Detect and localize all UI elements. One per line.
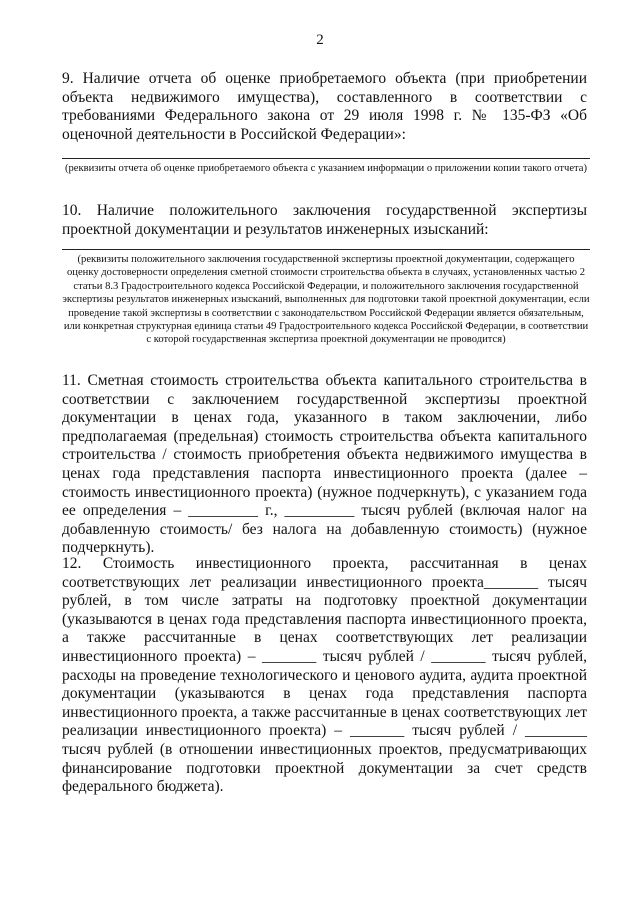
item-12 [62,555,587,797]
item-9-text: 9. Наличие отчета об оценке приобретаемого объекта (при приобретении объекта недвижимого имущества), составленного в соответствии с требованиями Федерального закона от 29 июля 1998 г. № 135-ФЗ «Об оценочной деятельности в Российской Федерации»: [62,70,587,143]
page-number: 2 [316,32,324,48]
item-9-fill-line [62,158,590,159]
item-12-text: 12. Стоимость инвестиционного проекта, рассчитанная в ценах соответствующих лет реализации инвестиционного проекта_______ тысяч рублей, в том числе затраты на подготовку проектной документации (указываются в ценах года представления паспорта инвестиционного проекта, а также рассчитанные в ценах соответствующих лет реализации инвестиционного проекта) – _______ тысяч рублей / _______ тысяч рублей, расходы на проведение технологического и ценового аудита, аудита проектной документации (указываются в ценах года представления паспорта инвестиционного проекта, а также рассчитанные в ценах соответствующих лет реализации инвестиционного проекта) – _______ тысяч рублей / ________ тысяч рублей (в отношении инвестиционных проектов, предусматривающих финансирование подготовки проектной документации за счет средств федерального бюджета). [62,555,587,796]
item-9-caption: (реквизиты отчета об оценке приобретаемого объекта с указанием информации о приложении копии такого отчета) [64,163,588,174]
item-10-fill-line [62,249,590,250]
item-11-text: 11. Сметная стоимость строительства объекта капитального строительства в соответствии с заключением государственной экспертизы проектной документации в ценах года, указанного в таком заключении, либо предполагаемая (предельная) стоимость строительства объекта капитального строительства / стоимость приобретения объекта недвижимого имущества в ценах года представления паспорта инвестиционного проекта (далее – стоимость инвестиционного проекта) (нужное подчеркнуть), с указанием года ее определения – _________ г., _________ тысяч рублей (включая налог на добавленную стоимость/ без налога на добавленную стоимость) (нужное подчеркнуть). [62,372,587,557]
item-10 [62,202,587,239]
item-10-text: 10. Наличие положительного заключения государственной экспертизы проектной документации и результатов инженерных изысканий: [62,202,587,238]
item-9 [62,70,587,144]
item-10-caption: (реквизиты положительного заключения государственной экспертизы проектной документации, содержащего оценку достоверности определения сметной стоимости строительства объекта в случаях, установленных частью 2 статьи 8.3 Градостроительного кодекса Российской Федерации, и положительного заключения государственной экспертизы результатов инженерных изысканий, выполненных для подготовки такой проектной документации, если проведение такой экспертизы в соответствии с законодательством Российской Федерации является обязательным, или конкретная структурная единица статьи 49 Градостроительного кодекса Российской Федерации, в соответствии с которой государственная экспертиза проектной документации не проводится) [62,254,590,346]
item-11 [62,372,587,558]
